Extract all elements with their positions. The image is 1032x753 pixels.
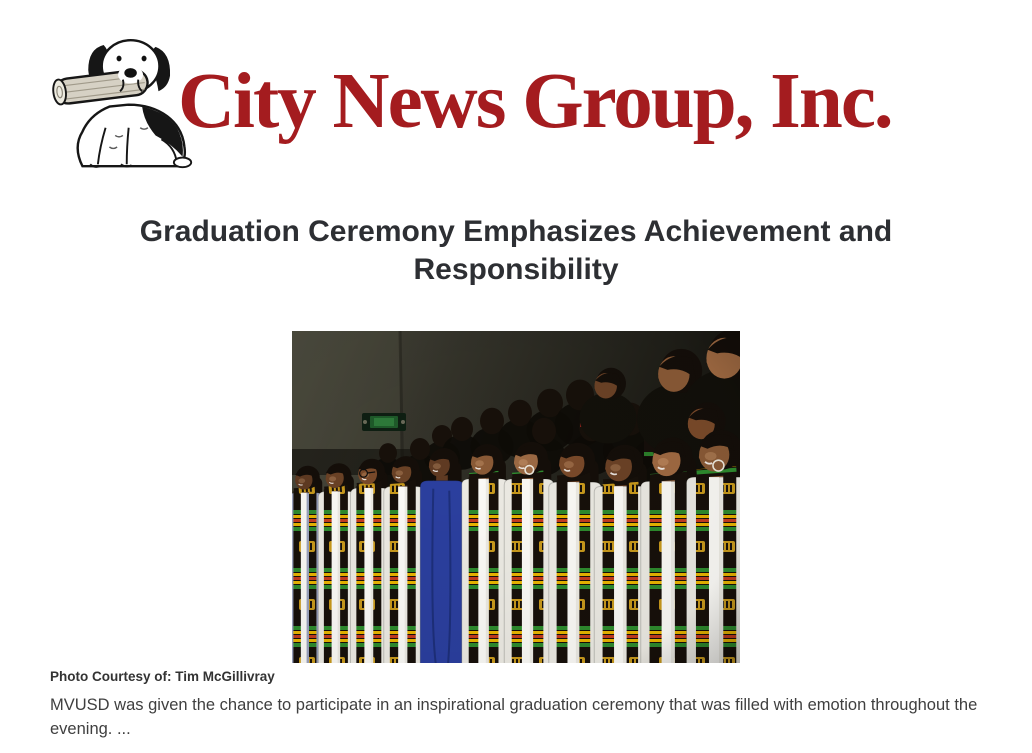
article-excerpt: MVUSD was given the chance to participate in an inspirational graduation ceremony that was filled with emotion throughout the evening. ... xyxy=(50,696,978,738)
logo[interactable] xyxy=(46,20,892,172)
photo-caption: Photo Courtesy of: Tim McGillivray xyxy=(50,669,275,684)
dog-newspaper-logo-icon xyxy=(46,20,194,172)
article-photo xyxy=(292,331,740,663)
company-wordmark: City News Group, Inc. xyxy=(178,57,892,145)
graduation-photo-illustration xyxy=(292,331,740,663)
article-headline: Graduation Ceremony Emphasizes Achievement and Responsibility xyxy=(139,215,893,286)
photo-vignette xyxy=(292,331,740,663)
site-header xyxy=(0,0,1032,172)
